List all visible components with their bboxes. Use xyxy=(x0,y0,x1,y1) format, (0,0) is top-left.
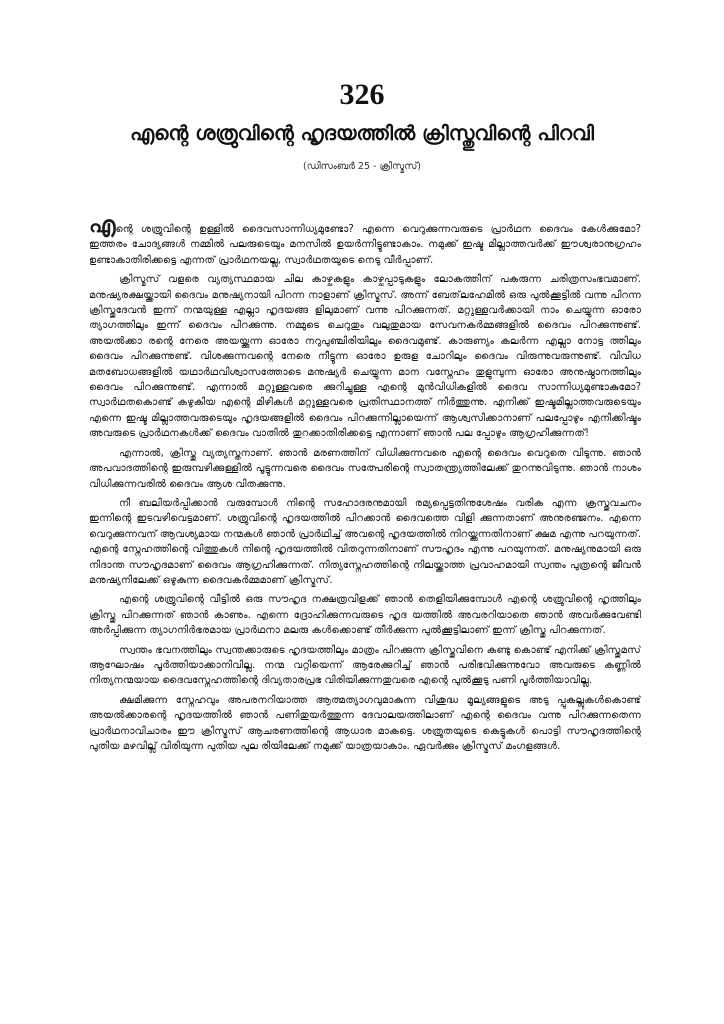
drop-cap: എ xyxy=(89,218,116,238)
chapter-number: 326 xyxy=(339,78,385,111)
paragraph-7: ക്ഷമിക്കുന്ന സ്നേഹവും അപരനറിയാത്ത ആത്മത്യാഗവുമാകുന്ന വിശുദ്ധ മൂല്യങ്ങളുടെ അടു പ്പുകല്ലുകൾകൊണ്ട് അയൽക്കാരന്റെ ഹൃദയത്തിൽ ഞാൻ പണിതുയർത്തുന്ന ദേവാലയത്തിലാണ് എന്റെ ദൈവം വന്നു പിറക്കുന്നതെന്ന പ്രാർഥനാവിചാരം ഈ ക്രിസ്മസ് ആചരണത്തിന്റെ ആധാര മാകട്ടെ. ശത്രുതയുടെ കെട്ടുകൾ പൊട്ടി സൗഹൃദത്തിന്റെ പുതിയ മഴവില്ല് വിരിയുന്ന പുതിയ പുല രിയിലേക്ക് നമുക്ക് യാത്രയാകാം. ഏവർക്കും ക്രിസ്മസ് മംഗളങ്ങൾ. xyxy=(89,694,641,752)
article-body xyxy=(89,218,641,908)
chapter-subtitle: (ഡിസംബർ 25 - ക്രിസ്മസ്) xyxy=(303,161,421,172)
paragraph-6: സ്വന്തം ഭവനത്തിലും സ്വന്തക്കാരുടെ ഹൃദയത്തിലും മാത്രം പിറക്കുന്ന ക്രിസ്തുവിനെ കണ്ടു കൊണ്ട് എനിക്ക് ക്രിസ്തുമസ് ആഘോഷം പൂർത്തിയാക്കാനിവില്ല. നന്മ വറ്റിയെന്ന് ആരേക്കുറിച്ച് ഞാൻ പരിഭവിക്കുന്നുവോ അവരുടെ കണ്ണിൽ നിത്യനന്മയായ ദൈവസ്നേഹത്തിന്റെ ദിവ്യതാരപ്രഭ വിരിയിക്കുന്നതുവരെ എന്റെ പുൽക്കൂടു പണി പൂർത്തിയാവില്ല. xyxy=(89,644,641,687)
paragraph-5: എന്റെ ശത്രുവിന്റെ വീട്ടിൽ ഒരു സൗഹൃദ നക്ഷത്രവിളക്ക് ഞാൻ തെളിയിക്കുമ്പോൾ എന്റെ ശത്രുവിന്റെ ഹൃത്തിലും ക്രിസ്തു പിറക്കുന്നത് ഞാൻ കാണും. എന്നെ ദ്രോഹിക്കുന്നവരുടെ ഹൃദ യത്തിൽ അവരറിയാതെ ഞാൻ അവർക്കുവേണ്ടി അർപ്പിക്കുന്ന ത്യാഗനിർഭരമായ പ്രാർഥനാ മലരു കൾക്കൊണ്ട് തീർക്കുന്ന പുൽക്കൂട്ടിലാണ് ഇന്ന് ക്രിസ്തു പിറക്കുന്നത്. xyxy=(89,594,641,637)
paragraph-4: നീ ബലിയർപ്പിക്കാൻ വരുമ്പോൾ നിന്റെ സഹോദരനുമായി രമ്യപ്പെട്ടതിനുശേഷം വരിക എന്ന ക്രസ്തുവചനം ഇന്നിന്റെ ഇടവഴിവെട്ടമാണ്. ശത്രുവിന്റെ ഹൃദയത്തിൽ പിറക്കാൻ ദൈവത്തെ വിളി ക്കുന്നതാണ് അനുരഞ്ജനം. എന്നെ വെറുക്കുന്നവന് ആവശ്യമായ നന്മകൾ ഞാൻ പ്രാർഥിച്ച് അവന്റെ ഹൃദയത്തിൽ നിറയ്ക്കുന്നതിനാണ് ക്ഷമ എന്നു പറയുന്നത്. എന്റെ സ്നേഹത്തിന്റെ വിത്തുകൾ നിന്റെ ഹൃദയത്തിൽ വിതറുന്നതിനാണ് സൗഹൃദം എന്നു പറയുന്നത്. മനുഷ്യനുമായി ഒരു നിദാന്ത സൗഹൃദമാണ് ദൈവം ആഗ്രഹിക്കുന്നത്. നിത്യസ്നേഹത്തിന്റെ നിലയ്ക്കാത്ത പ്രവാഹമായി സ്വന്തം പുത്രന്റെ ജീവൻ മനുഷ്യനിലേക്ക് ഒഴുകുന്ന ദൈവകർമ്മമാണ് ക്രിസ്മസ്. xyxy=(89,497,641,586)
paragraph-3: എന്നാൽ, ക്രിസ്തു വ്യത്യസ്തനാണ്. ഞാൻ മരണത്തിന് വിധിക്കുന്നവരെ എന്റെ ദൈവം വെറുതെ വിടുന്നു. ഞാൻ അപവാദത്തിന്റെ ഇരുമ്പഴിക്കുള്ളിൽ പൂട്ടുന്നവരെ ദൈവം സത്പേരിന്റെ സ്വാതന്ത്ര്യത്തിലേക്ക് തുറന്നുവിടുന്നു. ഞാൻ നാശം വിധിക്കുന്നവരിൽ ദൈവം ആശ വിതക്കുന്നു. xyxy=(89,447,641,490)
chapter-title: എന്റെ ശത്രുവിന്റെ ഹൃദയത്തിൽ ക്രിസ്തുവിന്റെ പിറവി xyxy=(130,121,594,145)
paragraph-2: ക്രിസ്മസ് വളരെ വ്യത്യസ്ഥമായ ചില കാഴ്ചകളും കാഴ്ചപ്പാടുകളും ലോകത്തിന് പകരുന്ന ചരിത്രസംഭവമാണ്. മനുഷ്യരക്ഷയ്ക്കായി ദൈവം മനുഷ്യനായി പിറന്ന നാളാണ് ക്രിസ്മസ്. അന്ന് ബേത്‌ലഹേമിൽ ഒരു പുൽക്കൂട്ടിൽ വന്നു പിറന്ന ക്രിസ്തുദേവൻ ഇന്ന് നന്മയുള്ള എല്ലാ ഹൃദയങ്ങ ളിലുമാണ് വന്നു പിറക്കുന്നത്. മറ്റുള്ളവർക്കായി നാം ചെയ്യുന്ന ഓരോ ത്യാഗത്തിലും ഇന്ന് ദൈവം പിറക്കുന്നു. നമ്മുടെ ചെറുതും വലുതുമായ സേവനകർമ്മങ്ങളിൽ ദൈവം പിറക്കുന്നുണ്ട്. അയൽക്കാ രന്റെ നേരെ അയയ്ക്കുന്ന ഓരോ നറുപുഞ്ചിരിയിലും ദൈവമുണ്ട്. കാരുണ്യം കലർന്ന എല്ലാ നോട്ട ത്തിലും ദൈവം പിറക്കുന്നുണ്ട്. വിശക്കുന്നവന്റെ നേരെ നീട്ടുന്ന ഓരോ ഉരുള ചോറിലും ദൈവം വിരുന്നുവരുന്നുണ്ട്. വിവിധ മതബോധങ്ങളിൽ യഥാർഥവിശ്വാസത്തോടെ മനുഷ്യർ ചെയ്യുന്ന മാന വസ്നേഹം തുളുമ്പുന്ന ഓരോ അനുഷ്ഠാനത്തിലും ദൈവം പിറക്കുന്നുണ്ട്. എന്നാൽ മറ്റുള്ളവരെ ക്കുറിച്ചുള്ള എന്റെ മുൻവിധികളിൽ ദൈവ സാന്നിധ്യമുണ്ടാകുമോ? സ്വാർഥതകൊണ്ട് കഴുകിയ എന്റെ മിഴികൾ മറ്റുള്ളവരെ പ്രതിസ്ഥാനത്ത് നിർത്തുന്നു. എനിക്ക് ഇഷ്ടമില്ലാത്തവരുടെയും എന്നെ ഇഷ്ട മില്ലാത്തവരുടെയും ഹൃദയങ്ങളിൽ ദൈവം പിറക്കുന്നില്ലായെന്ന് ആശ്വസിക്കാനാണ് പലപ്പോഴും എനിക്കിഷ്ടം അവരുടെ പ്രാർഥനകൾക്ക് ദൈവം വാതിൽ തുറക്കാതിരിക്കട്ടെ എന്നാണ് ഞാൻ പല പ്പോഴും ആഗ്രഹിക്കുന്നത്! xyxy=(89,274,641,440)
paragraph-1 xyxy=(89,218,641,268)
paragraph-1-text: ന്റെ ശത്രുവിന്റെ ഉള്ളിൽ ദൈവസാന്നിധ്യമുണ്ടോ? എന്നെ വെറുക്കുന്നവരുടെ പ്രാർഥന ദൈവം കേൾക്കുമോ? ഇത്തരം ചോദ്യങ്ങൾ നമ്മിൽ പലരുടെയും മനസിൽ ഉയർന്നിട്ടുണ്ടാകാം. നമുക്ക് ഇഷ്ട മില്ലാത്തവർക്ക് ഈശ്വരാനുഗ്രഹം ഉണ്ടാകാതിരിക്കട്ടെ എന്നത് പ്രാർഥനയല്ല, സ്വാർഥതയുടെ നെടു വീർപ്പാണ്. xyxy=(89,224,641,266)
